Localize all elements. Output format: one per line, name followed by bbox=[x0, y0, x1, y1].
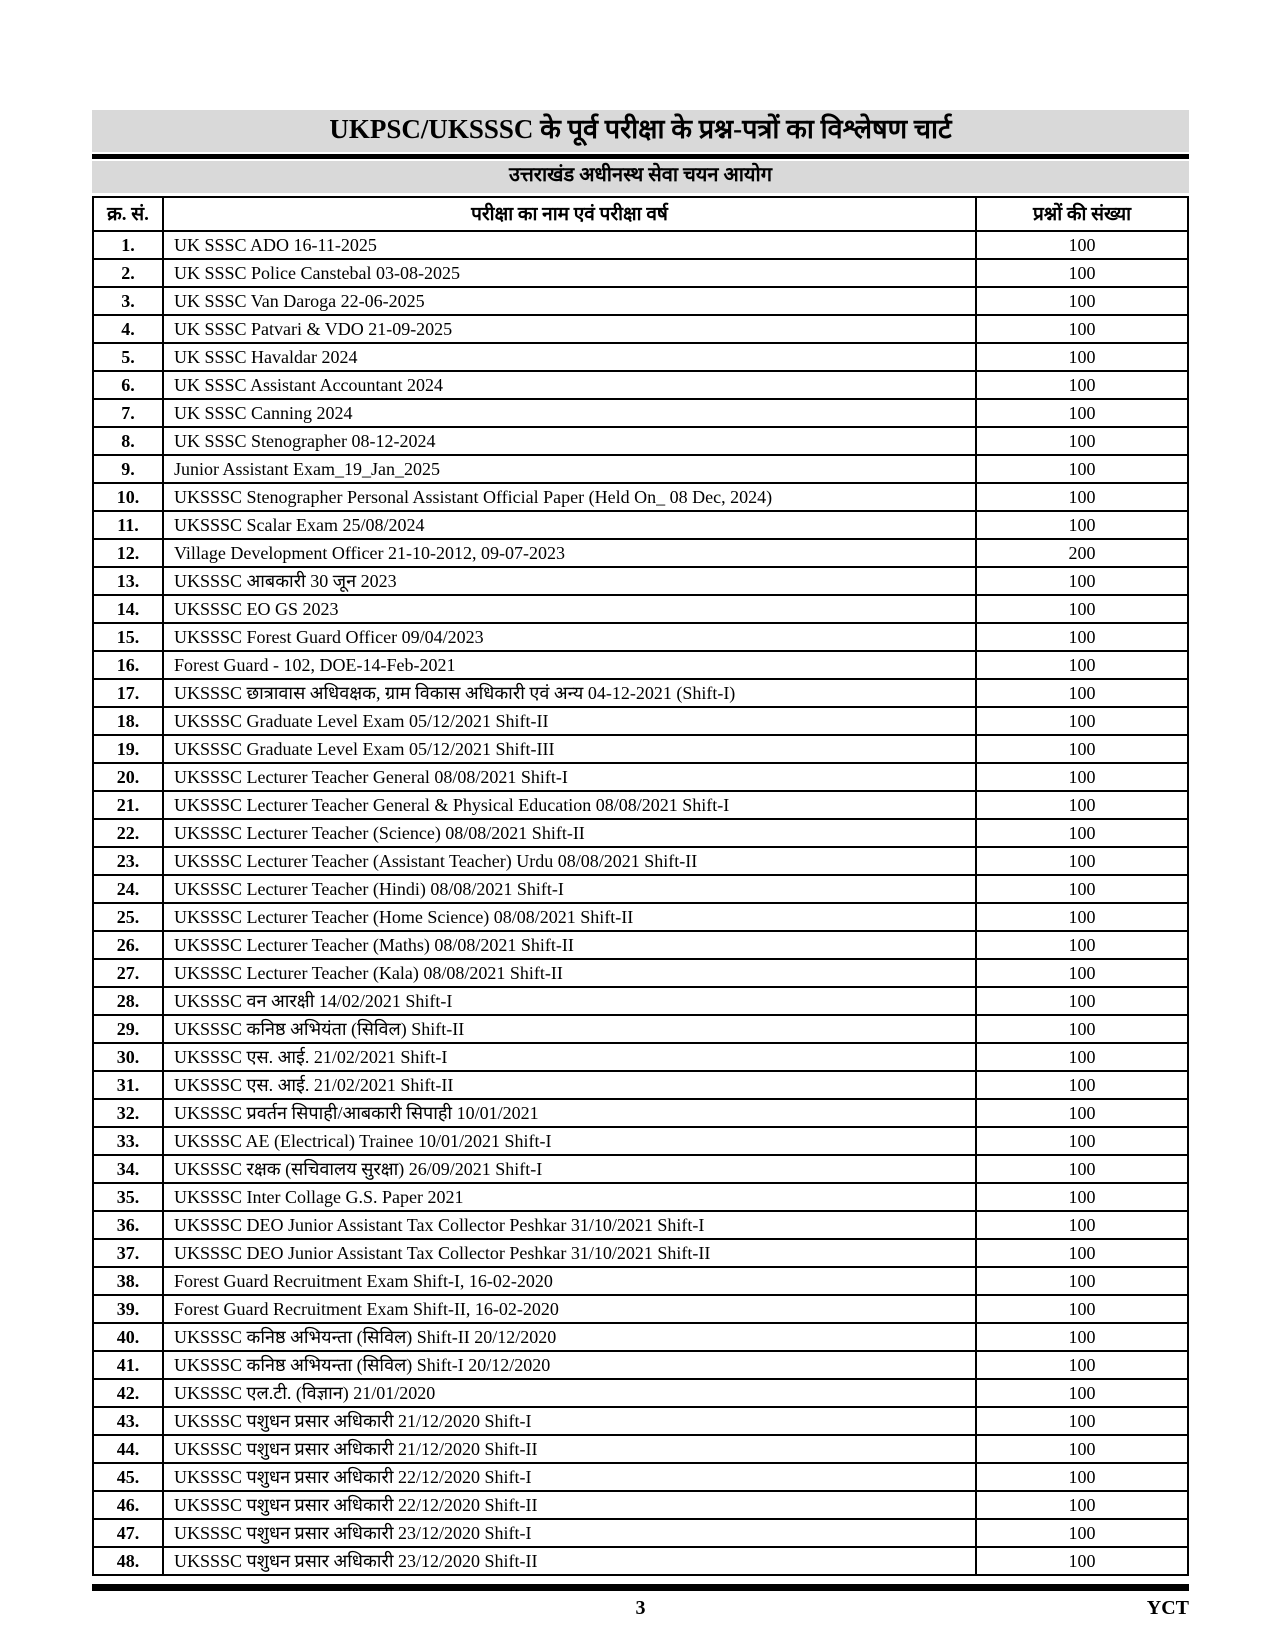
serial-cell: 11. bbox=[93, 511, 163, 539]
serial-cell: 28. bbox=[93, 987, 163, 1015]
table-row bbox=[93, 1015, 1188, 1043]
exam-name-cell: Village Development Officer 21-10-2012, 09-07-2023 bbox=[163, 539, 976, 567]
question-count-cell: 100 bbox=[976, 1183, 1188, 1211]
table-row bbox=[93, 1295, 1188, 1323]
publisher-mark: YCT bbox=[1146, 1597, 1189, 1620]
question-count-cell: 100 bbox=[976, 343, 1188, 371]
question-count-cell: 100 bbox=[976, 1295, 1188, 1323]
question-count-cell: 100 bbox=[976, 903, 1188, 931]
question-count-cell: 100 bbox=[976, 875, 1188, 903]
table-row bbox=[93, 819, 1188, 847]
exam-name-cell: UKSSSC DEO Junior Assistant Tax Collector Peshkar 31/10/2021 Shift-II bbox=[163, 1239, 976, 1267]
table-row bbox=[93, 1071, 1188, 1099]
serial-cell: 42. bbox=[93, 1379, 163, 1407]
table-row bbox=[93, 343, 1188, 371]
question-count-cell: 200 bbox=[976, 539, 1188, 567]
table-row bbox=[93, 707, 1188, 735]
question-count-cell: 100 bbox=[976, 1379, 1188, 1407]
table-row bbox=[93, 567, 1188, 595]
exam-name-cell: UK SSSC Havaldar 2024 bbox=[163, 343, 976, 371]
table-row bbox=[93, 399, 1188, 427]
table-row bbox=[93, 511, 1188, 539]
table-row bbox=[93, 455, 1188, 483]
table-row bbox=[93, 1267, 1188, 1295]
exam-name-cell: UKSSSC एल.टी. (विज्ञान) 21/01/2020 bbox=[163, 1379, 976, 1407]
question-count-cell: 100 bbox=[976, 595, 1188, 623]
exam-name-cell: UK SSSC Patvari & VDO 21-09-2025 bbox=[163, 315, 976, 343]
question-count-cell: 100 bbox=[976, 735, 1188, 763]
exam-name-cell: UKSSSC आबकारी 30 जून 2023 bbox=[163, 567, 976, 595]
table-row bbox=[93, 1379, 1188, 1407]
table-row bbox=[93, 539, 1188, 567]
question-count-cell: 100 bbox=[976, 427, 1188, 455]
serial-cell: 44. bbox=[93, 1435, 163, 1463]
exam-name-cell: UKSSSC DEO Junior Assistant Tax Collector Peshkar 31/10/2021 Shift-I bbox=[163, 1211, 976, 1239]
question-count-cell: 100 bbox=[976, 287, 1188, 315]
col-header-serial: क्र. सं. bbox=[93, 197, 163, 231]
table-row bbox=[93, 623, 1188, 651]
question-count-cell: 100 bbox=[976, 679, 1188, 707]
serial-cell: 22. bbox=[93, 819, 163, 847]
exam-name-cell: UK SSSC Van Daroga 22-06-2025 bbox=[163, 287, 976, 315]
exam-name-cell: UKSSSC Lecturer Teacher (Home Science) 08/08/2021 Shift-II bbox=[163, 903, 976, 931]
table-row bbox=[93, 371, 1188, 399]
exam-name-cell: Junior Assistant Exam_19_Jan_2025 bbox=[163, 455, 976, 483]
table-row bbox=[93, 875, 1188, 903]
exam-name-cell: UKSSSC Graduate Level Exam 05/12/2021 Shift-II bbox=[163, 707, 976, 735]
question-count-cell: 100 bbox=[976, 1407, 1188, 1435]
serial-cell: 31. bbox=[93, 1071, 163, 1099]
serial-cell: 8. bbox=[93, 427, 163, 455]
table-row bbox=[93, 1519, 1188, 1547]
exam-name-cell: UKSSSC Lecturer Teacher (Maths) 08/08/2021 Shift-II bbox=[163, 931, 976, 959]
serial-cell: 39. bbox=[93, 1295, 163, 1323]
exam-name-cell: UKSSSC Lecturer Teacher (Hindi) 08/08/2021 Shift-I bbox=[163, 875, 976, 903]
question-count-cell: 100 bbox=[976, 847, 1188, 875]
question-count-cell: 100 bbox=[976, 1043, 1188, 1071]
serial-cell: 12. bbox=[93, 539, 163, 567]
serial-cell: 15. bbox=[93, 623, 163, 651]
exam-name-cell: UKSSSC AE (Electrical) Trainee 10/01/2021 Shift-I bbox=[163, 1127, 976, 1155]
table-row bbox=[93, 1127, 1188, 1155]
question-count-cell: 100 bbox=[976, 1127, 1188, 1155]
table-row bbox=[93, 903, 1188, 931]
question-count-cell: 100 bbox=[976, 1211, 1188, 1239]
question-count-cell: 100 bbox=[976, 315, 1188, 343]
question-count-cell: 100 bbox=[976, 259, 1188, 287]
exam-name-cell: UKSSSC Forest Guard Officer 09/04/2023 bbox=[163, 623, 976, 651]
serial-cell: 20. bbox=[93, 763, 163, 791]
serial-cell: 47. bbox=[93, 1519, 163, 1547]
serial-cell: 9. bbox=[93, 455, 163, 483]
exam-name-cell: UKSSSC छात्रावास अधिवक्षक, ग्राम विकास अधिकारी एवं अन्य 04-12-2021 (Shift-I) bbox=[163, 679, 976, 707]
exam-name-cell: UKSSSC Graduate Level Exam 05/12/2021 Shift-III bbox=[163, 735, 976, 763]
serial-cell: 6. bbox=[93, 371, 163, 399]
question-count-cell: 100 bbox=[976, 1519, 1188, 1547]
question-count-cell: 100 bbox=[976, 1351, 1188, 1379]
exam-name-cell: UKSSSC Lecturer Teacher General 08/08/2021 Shift-I bbox=[163, 763, 976, 791]
serial-cell: 36. bbox=[93, 1211, 163, 1239]
table-row bbox=[93, 1043, 1188, 1071]
serial-cell: 23. bbox=[93, 847, 163, 875]
footer-double-rule bbox=[92, 1584, 1189, 1591]
serial-cell: 17. bbox=[93, 679, 163, 707]
exam-name-cell: UKSSSC Inter Collage G.S. Paper 2021 bbox=[163, 1183, 976, 1211]
table-row bbox=[93, 1099, 1188, 1127]
col-header-exam-name: परीक्षा का नाम एवं परीक्षा वर्ष bbox=[163, 197, 976, 231]
question-count-cell: 100 bbox=[976, 1071, 1188, 1099]
question-count-cell: 100 bbox=[976, 511, 1188, 539]
exam-name-cell: Forest Guard Recruitment Exam Shift-II, 16-02-2020 bbox=[163, 1295, 976, 1323]
serial-cell: 5. bbox=[93, 343, 163, 371]
serial-cell: 18. bbox=[93, 707, 163, 735]
question-count-cell: 100 bbox=[976, 567, 1188, 595]
question-count-cell: 100 bbox=[976, 791, 1188, 819]
exam-name-cell: UKSSSC कनिष्ठ अभियंता (सिविल) Shift-II bbox=[163, 1015, 976, 1043]
table-row bbox=[93, 1323, 1188, 1351]
question-count-cell: 100 bbox=[976, 623, 1188, 651]
serial-cell: 19. bbox=[93, 735, 163, 763]
exam-name-cell: UKSSSC Lecturer Teacher (Science) 08/08/2021 Shift-II bbox=[163, 819, 976, 847]
question-count-cell: 100 bbox=[976, 1463, 1188, 1491]
serial-cell: 48. bbox=[93, 1547, 163, 1575]
header-row bbox=[93, 197, 1188, 231]
exam-name-cell: UKSSSC एस. आई. 21/02/2021 Shift-II bbox=[163, 1071, 976, 1099]
question-count-cell: 100 bbox=[976, 455, 1188, 483]
serial-cell: 10. bbox=[93, 483, 163, 511]
serial-cell: 3. bbox=[93, 287, 163, 315]
table-row bbox=[93, 427, 1188, 455]
exam-name-cell: UKSSSC पशुधन प्रसार अधिकारी 23/12/2020 Shift-I bbox=[163, 1519, 976, 1547]
table-row bbox=[93, 987, 1188, 1015]
serial-cell: 21. bbox=[93, 791, 163, 819]
question-count-cell: 100 bbox=[976, 1155, 1188, 1183]
question-count-cell: 100 bbox=[976, 1547, 1188, 1575]
table-row bbox=[93, 315, 1188, 343]
exam-name-cell: UKSSSC Scalar Exam 25/08/2024 bbox=[163, 511, 976, 539]
serial-cell: 43. bbox=[93, 1407, 163, 1435]
exam-name-cell: UK SSSC Police Canstebal 03-08-2025 bbox=[163, 259, 976, 287]
table-row bbox=[93, 651, 1188, 679]
exam-name-cell: UK SSSC ADO 16-11-2025 bbox=[163, 231, 976, 259]
table-row bbox=[93, 1183, 1188, 1211]
table-row bbox=[93, 959, 1188, 987]
table-row bbox=[93, 847, 1188, 875]
exam-name-cell: UKSSSC कनिष्ठ अभियन्ता (सिविल) Shift-I 20/12/2020 bbox=[163, 1351, 976, 1379]
title-divider-rule bbox=[92, 154, 1189, 159]
exam-name-cell: UK SSSC Stenographer 08-12-2024 bbox=[163, 427, 976, 455]
exam-name-cell: UKSSSC Stenographer Personal Assistant Official Paper (Held On_ 08 Dec, 2024) bbox=[163, 483, 976, 511]
table-row bbox=[93, 1239, 1188, 1267]
exam-name-cell: UK SSSC Canning 2024 bbox=[163, 399, 976, 427]
exam-name-cell: UKSSSC वन आरक्षी 14/02/2021 Shift-I bbox=[163, 987, 976, 1015]
question-count-cell: 100 bbox=[976, 1491, 1188, 1519]
question-count-cell: 100 bbox=[976, 1099, 1188, 1127]
table-row bbox=[93, 1155, 1188, 1183]
col-header-question-count: प्रश्नों की संख्या bbox=[976, 197, 1188, 231]
table-row bbox=[93, 259, 1188, 287]
page-content bbox=[92, 110, 1189, 1623]
table-row bbox=[93, 735, 1188, 763]
serial-cell: 4. bbox=[93, 315, 163, 343]
exam-name-cell: UKSSSC पशुधन प्रसार अधिकारी 21/12/2020 Shift-I bbox=[163, 1407, 976, 1435]
table-row bbox=[93, 679, 1188, 707]
exam-name-cell: UKSSSC पशुधन प्रसार अधिकारी 22/12/2020 Shift-II bbox=[163, 1491, 976, 1519]
exam-name-cell: UKSSSC पशुधन प्रसार अधिकारी 22/12/2020 Shift-I bbox=[163, 1463, 976, 1491]
table-row bbox=[93, 763, 1188, 791]
table-row bbox=[93, 791, 1188, 819]
question-count-cell: 100 bbox=[976, 763, 1188, 791]
serial-cell: 41. bbox=[93, 1351, 163, 1379]
question-count-cell: 100 bbox=[976, 819, 1188, 847]
serial-cell: 13. bbox=[93, 567, 163, 595]
table-row bbox=[93, 931, 1188, 959]
question-count-cell: 100 bbox=[976, 959, 1188, 987]
table-row bbox=[93, 1407, 1188, 1435]
serial-cell: 26. bbox=[93, 931, 163, 959]
table-row bbox=[93, 1463, 1188, 1491]
serial-cell: 34. bbox=[93, 1155, 163, 1183]
exam-name-cell: UKSSSC कनिष्ठ अभियन्ता (सिविल) Shift-II 20/12/2020 bbox=[163, 1323, 976, 1351]
exam-name-cell: UKSSSC Lecturer Teacher General & Physical Education 08/08/2021 Shift-I bbox=[163, 791, 976, 819]
question-count-cell: 100 bbox=[976, 931, 1188, 959]
document-title: UKPSC/UKSSSC के पूर्व परीक्षा के प्रश्न-पत्रों का विश्लेषण चार्ट bbox=[92, 110, 1189, 152]
serial-cell: 27. bbox=[93, 959, 163, 987]
exam-name-cell: UK SSSC Assistant Accountant 2024 bbox=[163, 371, 976, 399]
table-row bbox=[93, 1435, 1188, 1463]
serial-cell: 45. bbox=[93, 1463, 163, 1491]
table-row bbox=[93, 231, 1188, 259]
serial-cell: 16. bbox=[93, 651, 163, 679]
exam-name-cell: Forest Guard Recruitment Exam Shift-I, 16-02-2020 bbox=[163, 1267, 976, 1295]
exam-name-cell: UKSSSC पशुधन प्रसार अधिकारी 23/12/2020 Shift-II bbox=[163, 1547, 976, 1575]
exam-name-cell: UKSSSC पशुधन प्रसार अधिकारी 21/12/2020 Shift-II bbox=[163, 1435, 976, 1463]
serial-cell: 37. bbox=[93, 1239, 163, 1267]
question-count-cell: 100 bbox=[976, 231, 1188, 259]
table-body bbox=[93, 231, 1188, 1575]
table-row bbox=[93, 483, 1188, 511]
question-count-cell: 100 bbox=[976, 399, 1188, 427]
exam-name-cell: Forest Guard - 102, DOE-14-Feb-2021 bbox=[163, 651, 976, 679]
question-count-cell: 100 bbox=[976, 1323, 1188, 1351]
question-count-cell: 100 bbox=[976, 1435, 1188, 1463]
serial-cell: 25. bbox=[93, 903, 163, 931]
exam-name-cell: UKSSSC Lecturer Teacher (Kala) 08/08/2021 Shift-II bbox=[163, 959, 976, 987]
table-row bbox=[93, 287, 1188, 315]
table-row bbox=[93, 1491, 1188, 1519]
question-count-cell: 100 bbox=[976, 1239, 1188, 1267]
serial-cell: 14. bbox=[93, 595, 163, 623]
table-row bbox=[93, 1547, 1188, 1575]
exam-name-cell: UKSSSC रक्षक (सचिवालय सुरक्षा) 26/09/2021 Shift-I bbox=[163, 1155, 976, 1183]
table-head bbox=[93, 197, 1188, 231]
question-count-cell: 100 bbox=[976, 651, 1188, 679]
serial-cell: 32. bbox=[93, 1099, 163, 1127]
serial-cell: 38. bbox=[93, 1267, 163, 1295]
serial-cell: 1. bbox=[93, 231, 163, 259]
table-row bbox=[93, 1351, 1188, 1379]
serial-cell: 7. bbox=[93, 399, 163, 427]
exam-name-cell: UKSSSC प्रवर्तन सिपाही/आबकारी सिपाही 10/01/2021 bbox=[163, 1099, 976, 1127]
table-row bbox=[93, 1211, 1188, 1239]
table-row bbox=[93, 595, 1188, 623]
serial-cell: 2. bbox=[93, 259, 163, 287]
serial-cell: 24. bbox=[93, 875, 163, 903]
exam-name-cell: UKSSSC एस. आई. 21/02/2021 Shift-I bbox=[163, 1043, 976, 1071]
serial-cell: 30. bbox=[93, 1043, 163, 1071]
page-footer bbox=[92, 1597, 1189, 1623]
question-count-cell: 100 bbox=[976, 987, 1188, 1015]
serial-cell: 35. bbox=[93, 1183, 163, 1211]
question-count-cell: 100 bbox=[976, 483, 1188, 511]
document-subtitle: उत्तराखंड अधीनस्थ सेवा चयन आयोग bbox=[92, 161, 1189, 193]
serial-cell: 46. bbox=[93, 1491, 163, 1519]
question-count-cell: 100 bbox=[976, 1015, 1188, 1043]
exam-name-cell: UKSSSC Lecturer Teacher (Assistant Teacher) Urdu 08/08/2021 Shift-II bbox=[163, 847, 976, 875]
question-count-cell: 100 bbox=[976, 371, 1188, 399]
exam-analysis-table bbox=[92, 196, 1189, 1576]
question-count-cell: 100 bbox=[976, 707, 1188, 735]
exam-name-cell: UKSSSC EO GS 2023 bbox=[163, 595, 976, 623]
serial-cell: 29. bbox=[93, 1015, 163, 1043]
serial-cell: 33. bbox=[93, 1127, 163, 1155]
question-count-cell: 100 bbox=[976, 1267, 1188, 1295]
page-number: 3 bbox=[635, 1597, 646, 1620]
serial-cell: 40. bbox=[93, 1323, 163, 1351]
